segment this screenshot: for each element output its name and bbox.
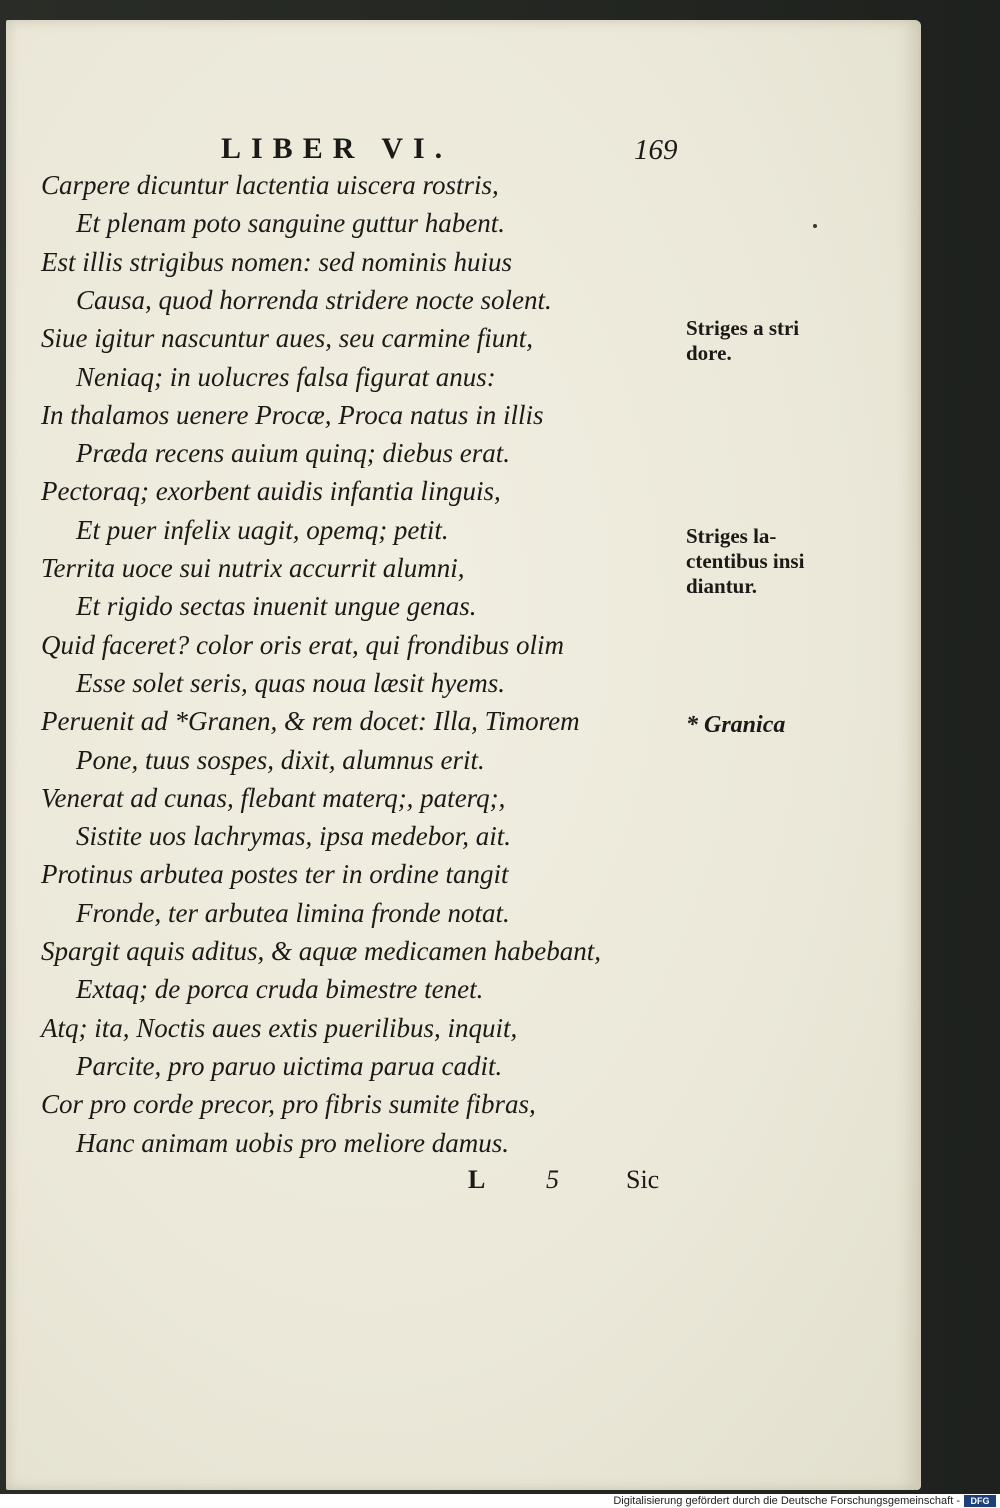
verse-line-pentameter: Et plenam poto sanguine guttur habent. [76, 208, 505, 239]
verse-line-pentameter: Fronde, ter arbutea limina fronde notat. [76, 897, 510, 928]
note-line: ctentibus insi [686, 549, 805, 573]
running-head: LIBER VI. [221, 132, 453, 165]
note-line: Striges la- [686, 524, 777, 548]
ink-speck [813, 224, 817, 228]
digitization-footer [0, 1494, 1000, 1508]
funding-credit: Digitalisierung gefördert durch die Deutsche Forschungsgemeinschaft - [613, 1495, 960, 1507]
verse-line-pentameter: Extaq; de porca cruda bimestre tenet. [76, 974, 484, 1005]
margin-note-granica [686, 713, 785, 738]
verse-line-hexameter: Atq; ita, Noctis aues extis puerilibus, inquit, [41, 1012, 518, 1043]
margin-note-striges-stridore [686, 316, 799, 366]
verse-line-pentameter: Hanc animam uobis pro meliore damus. [76, 1127, 509, 1158]
note-line: dore. [686, 341, 732, 365]
verse-line-pentameter: Præda recens auium quinq; diebus erat. [76, 438, 510, 469]
verse-line-pentameter: Pone, tuus sospes, dixit, alumnus erit. [76, 744, 485, 775]
verse-line-hexameter: Protinus arbutea postes ter in ordine tangit [41, 859, 509, 890]
signature-number: 5 [546, 1165, 559, 1194]
verse-line-pentameter: Causa, quod horrenda stridere nocte solent. [76, 284, 552, 315]
verse-line-hexameter: Est illis strigibus nomen: sed nominis huius [41, 246, 513, 277]
verse-line-pentameter: Et puer infelix uagit, opemq; petit. [76, 514, 449, 545]
verse-line-pentameter: Et rigido sectas inuenit ungue genas. [76, 591, 477, 622]
verse-line-hexameter: Siue igitur nascuntur aues, seu carmine fiunt, [41, 323, 533, 354]
note-line: diantur. [686, 574, 758, 598]
verse-line-pentameter: Sistite uos lachrymas, ipsa medebor, ait. [76, 821, 511, 852]
verse-line-hexameter: Cor pro corde precor, pro fibris sumite fibras, [41, 1089, 536, 1120]
verse-line-hexameter: Venerat ad cunas, flebant materq;, paterq;, [41, 782, 506, 813]
verse-line-hexameter: Territa uoce sui nutrix accurrit alumni, [41, 553, 465, 583]
verse-line-hexameter: Pectoraq; exorbent auidis infantia linguis, [41, 476, 501, 507]
verse-line-pentameter: Neniaq; in uolucres falsa figurat anus: [76, 361, 496, 392]
verse-line-hexameter: Peruenit ad *Granen, & rem docet: Illa, Timorem [41, 706, 580, 737]
verse-line-pentameter: Parcite, pro paruo uictima parua cadit. [76, 1050, 503, 1081]
verse-line-hexameter: Quid faceret? color oris erat, qui frondibus olim [41, 629, 564, 660]
verse-line-pentameter: Esse solet seris, quas noua læsit hyems. [76, 667, 505, 698]
verse-line-hexameter: Spargit aquis aditus, & aquæ medicamen habebant, [41, 936, 601, 966]
margin-note-striges-lactentibus [686, 524, 804, 599]
note-line: Striges a stri [686, 316, 800, 340]
verse-line-hexameter: Carpere dicuntur lactentia uiscera rostris, [41, 170, 499, 200]
note-line: * Granica [686, 712, 786, 738]
book-page [6, 20, 921, 1490]
signature-letter: L [468, 1165, 486, 1194]
catchword: Sic [626, 1165, 660, 1194]
verse-line-hexameter: In thalamos uenere Procæ, Proca natus in illis [41, 399, 544, 430]
dfg-logo: DFG [964, 1495, 996, 1507]
page-number: 169 [634, 134, 678, 166]
